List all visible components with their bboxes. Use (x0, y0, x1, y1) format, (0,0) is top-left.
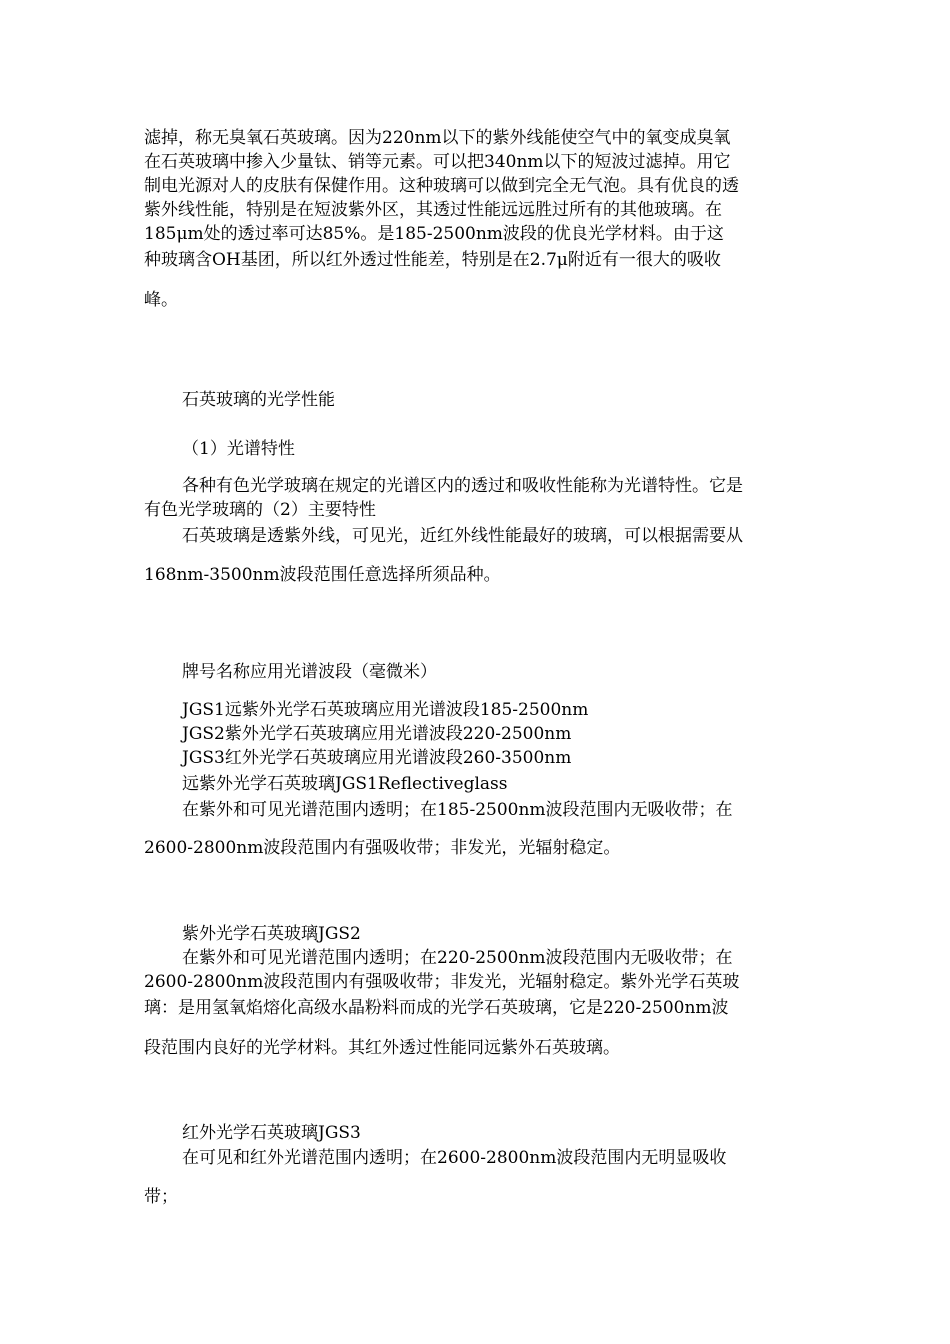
grade-jgs1: JGS1远紫外光学石英玻璃应用光谱波段185-2500nm (182, 700, 589, 720)
optical-para-2-line-2: 168nm-3500nm波段范围任意选择所须品种。 (144, 565, 501, 585)
jgs1-desc-line-1: 在紫外和可见光谱范围内透明；在185-2500nm波段范围内无吸收带；在 (182, 800, 733, 820)
jgs1-desc-line-2: 2600-2800nm波段范围内有强吸收带；非发光，光辐射稳定。 (144, 838, 621, 858)
item-spectral-characteristics: （1）光谱特性 (182, 439, 295, 459)
jgs2-line-2: 2600-2800nm波段范围内有强吸收带；非发光，光辐射稳定。紫外光学石英玻 (144, 972, 740, 992)
section-heading-optical: 石英玻璃的光学性能 (182, 390, 335, 410)
paragraph-1-line-3: 制电光源对人的皮肤有保健作用。这种玻璃可以做到完全无气泡。具有优良的透 (144, 176, 739, 196)
jgs3-line-1: 在可见和红外光谱范围内透明；在2600-2800nm波段范围内无明显吸收 (182, 1148, 727, 1168)
paragraph-1-line-6: 种玻璃含OH基团，所以红外透过性能差，特别是在2.7μ附近有一很大的吸收 (144, 250, 721, 270)
optical-para-1-line-2: 有色光学玻璃的（2）主要特性 (144, 500, 376, 520)
paragraph-1-line-2: 在石英玻璃中掺入少量钛、销等元素。可以把340nm以下的短波过滤掉。用它 (144, 152, 731, 172)
jgs1-title: 远紫外光学石英玻璃JGS1Reflectiveglass (182, 774, 508, 794)
jgs3-title: 红外光学石英玻璃JGS3 (182, 1123, 361, 1143)
paragraph-1-line-4: 紫外线性能，特别是在短波紫外区，其透过性能远远胜过所有的其他玻璃。在 (144, 200, 722, 220)
optical-para-2-line-1: 石英玻璃是透紫外线，可见光，近红外线性能最好的玻璃，可以根据需要从 (182, 526, 743, 546)
jgs2-line-1: 在紫外和可见光谱范围内透明；在220-2500nm波段范围内无吸收带；在 (182, 948, 733, 968)
jgs2-line-4: 段范围内良好的光学材料。其红外透过性能同远紫外石英玻璃。 (144, 1038, 620, 1058)
jgs3-line-2: 带； (144, 1187, 178, 1207)
grade-jgs3: JGS3红外光学石英玻璃应用光谱波段260-3500nm (182, 748, 572, 768)
jgs2-title: 紫外光学石英玻璃JGS2 (182, 924, 361, 944)
paragraph-1-line-1: 滤掉，称无臭氧石英玻璃。因为220nm以下的紫外线能使空气中的氧变成臭氧 (144, 128, 731, 148)
paragraph-1-line-5: 185μm处的透过率可达85%。是185-2500nm波段的优良光学材料。由于这 (144, 224, 724, 244)
grade-jgs2: JGS2紫外光学石英玻璃应用光谱波段220-2500nm (182, 724, 572, 744)
grades-heading: 牌号名称应用光谱波段（毫微米） (182, 662, 437, 682)
optical-para-1-line-1: 各种有色光学玻璃在规定的光谱区内的透过和吸收性能称为光谱特性。它是 (182, 476, 743, 496)
paragraph-1-line-7: 峰。 (144, 290, 178, 310)
jgs2-line-3: 璃：是用氢氧焰熔化高级水晶粉料而成的光学石英玻璃，它是220-2500nm波 (144, 998, 729, 1018)
